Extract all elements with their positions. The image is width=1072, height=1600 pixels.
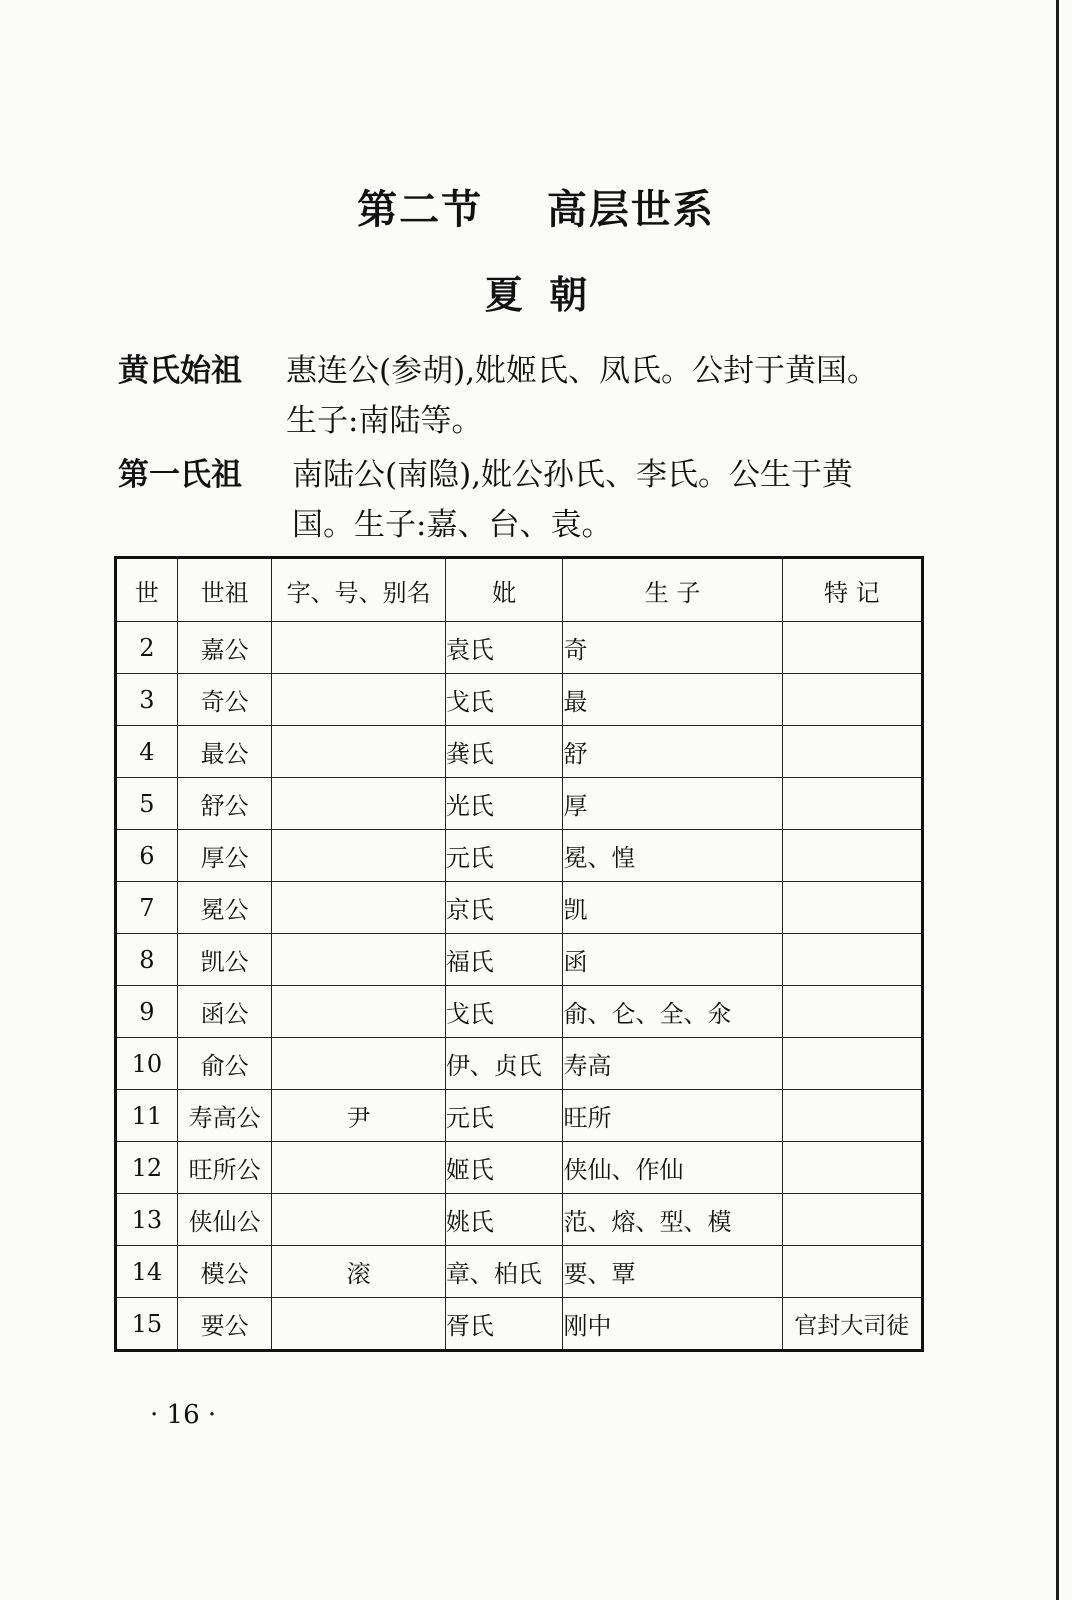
cell-alias [272,1194,445,1246]
cell-note [782,726,922,778]
cell-note [782,882,922,934]
cell-wife: 戈氏 [445,986,563,1038]
cell-note: 官封大司徒 [782,1298,922,1351]
cell-wife: 龚氏 [445,726,563,778]
page-number: · 16 · [150,1400,217,1430]
header-note: 特 记 [782,558,922,622]
table-row [116,934,923,986]
cell-ancestor: 嘉公 [177,622,272,674]
cell-sons: 函 [563,934,782,986]
cell-alias [272,882,445,934]
cell-ancestor: 旺所公 [177,1142,272,1194]
section-title: 第二节 高层世系 [357,187,715,233]
cell-alias [272,674,445,726]
entry-label: 第一氏祖 [118,457,242,493]
cell-ancestor: 凯公 [177,934,272,986]
entry-label: 黄氏始祖 [118,353,242,389]
cell-wife: 光氏 [445,778,563,830]
header-generation: 世 [116,558,178,622]
cell-wife: 元氏 [445,830,563,882]
cell-generation: 12 [116,1142,178,1194]
cell-alias [272,830,445,882]
dynasty-title: 夏 朝 [484,273,588,317]
cell-note [782,1142,922,1194]
cell-sons: 范、熔、型、模 [563,1194,782,1246]
cell-ancestor: 俞公 [177,1038,272,1090]
cell-wife: 袁氏 [445,622,563,674]
cell-note [782,1038,922,1090]
cell-note [782,830,922,882]
cell-sons: 侠仙、作仙 [563,1142,782,1194]
entry-line: 惠连公(参胡),妣姬氏、凤氏。公封于黄国。 [286,353,879,389]
cell-ancestor: 奇公 [177,674,272,726]
cell-ancestor: 寿高公 [177,1090,272,1142]
cell-generation: 5 [116,778,178,830]
cell-wife: 福氏 [445,934,563,986]
header-alias: 字、号、别名 [272,558,445,622]
cell-alias [272,1298,445,1351]
cell-note [782,1246,922,1298]
page-edge-rule [1056,0,1059,1600]
cell-wife: 姚氏 [445,1194,563,1246]
cell-wife: 章、柏氏 [445,1246,563,1298]
table-row [116,1038,923,1090]
cell-note [782,674,922,726]
cell-generation: 9 [116,986,178,1038]
cell-alias [272,986,445,1038]
cell-sons: 要、覃 [563,1246,782,1298]
cell-generation: 14 [116,1246,178,1298]
cell-ancestor: 函公 [177,986,272,1038]
cell-generation: 4 [116,726,178,778]
table-row [116,1194,923,1246]
table-row [116,622,923,674]
cell-note [782,934,922,986]
cell-sons: 奇 [563,622,782,674]
cell-wife: 姬氏 [445,1142,563,1194]
table-row [116,726,923,778]
cell-generation: 2 [116,622,178,674]
cell-generation: 15 [116,1298,178,1351]
cell-note [782,1194,922,1246]
cell-note [782,1090,922,1142]
table-row [116,830,923,882]
table-body [116,622,923,1351]
table-row [116,674,923,726]
cell-generation: 13 [116,1194,178,1246]
cell-sons: 冕、惶 [563,830,782,882]
cell-alias: 尹 [272,1090,445,1142]
table-row [116,986,923,1038]
cell-wife: 伊、贞氏 [445,1038,563,1090]
cell-sons: 寿高 [563,1038,782,1090]
table-row [116,1298,923,1351]
cell-generation: 10 [116,1038,178,1090]
cell-wife: 胥氏 [445,1298,563,1351]
cell-sons: 厚 [563,778,782,830]
cell-sons: 刚中 [563,1298,782,1351]
entry-line: 国。生子:嘉、台、袁。 [292,507,613,543]
cell-alias [272,1038,445,1090]
cell-note [782,986,922,1038]
cell-generation: 3 [116,674,178,726]
cell-wife: 戈氏 [445,674,563,726]
cell-sons: 舒 [563,726,782,778]
table-row [116,778,923,830]
cell-ancestor: 模公 [177,1246,272,1298]
cell-alias [272,934,445,986]
genealogy-table [114,556,924,1352]
table-row [116,1142,923,1194]
cell-ancestor: 要公 [177,1298,272,1351]
cell-ancestor: 最公 [177,726,272,778]
cell-alias [272,778,445,830]
entry-text [292,450,972,550]
cell-alias [272,1142,445,1194]
cell-wife: 京氏 [445,882,563,934]
table-row [116,882,923,934]
entry-text [286,346,966,446]
cell-sons: 旺所 [563,1090,782,1142]
cell-ancestor: 侠仙公 [177,1194,272,1246]
cell-generation: 8 [116,934,178,986]
table-row [116,1246,923,1298]
cell-note [782,778,922,830]
cell-sons: 最 [563,674,782,726]
header-sons: 生 子 [563,558,782,622]
cell-generation: 6 [116,830,178,882]
cell-ancestor: 厚公 [177,830,272,882]
header-ancestor: 世祖 [177,558,272,622]
cell-ancestor: 冕公 [177,882,272,934]
header-wife: 妣 [445,558,563,622]
cell-alias: 滚 [272,1246,445,1298]
cell-note [782,622,922,674]
cell-sons: 俞、仑、全、氽 [563,986,782,1038]
cell-sons: 凯 [563,882,782,934]
table-row [116,1090,923,1142]
entry-line: 生子:南陆等。 [286,403,483,439]
cell-alias [272,726,445,778]
entry-line: 南陆公(南隐),妣公孙氏、李氏。公生于黄 [292,457,854,493]
table-header-row [116,558,923,622]
cell-generation: 7 [116,882,178,934]
cell-generation: 11 [116,1090,178,1142]
cell-wife: 元氏 [445,1090,563,1142]
cell-alias [272,622,445,674]
cell-ancestor: 舒公 [177,778,272,830]
